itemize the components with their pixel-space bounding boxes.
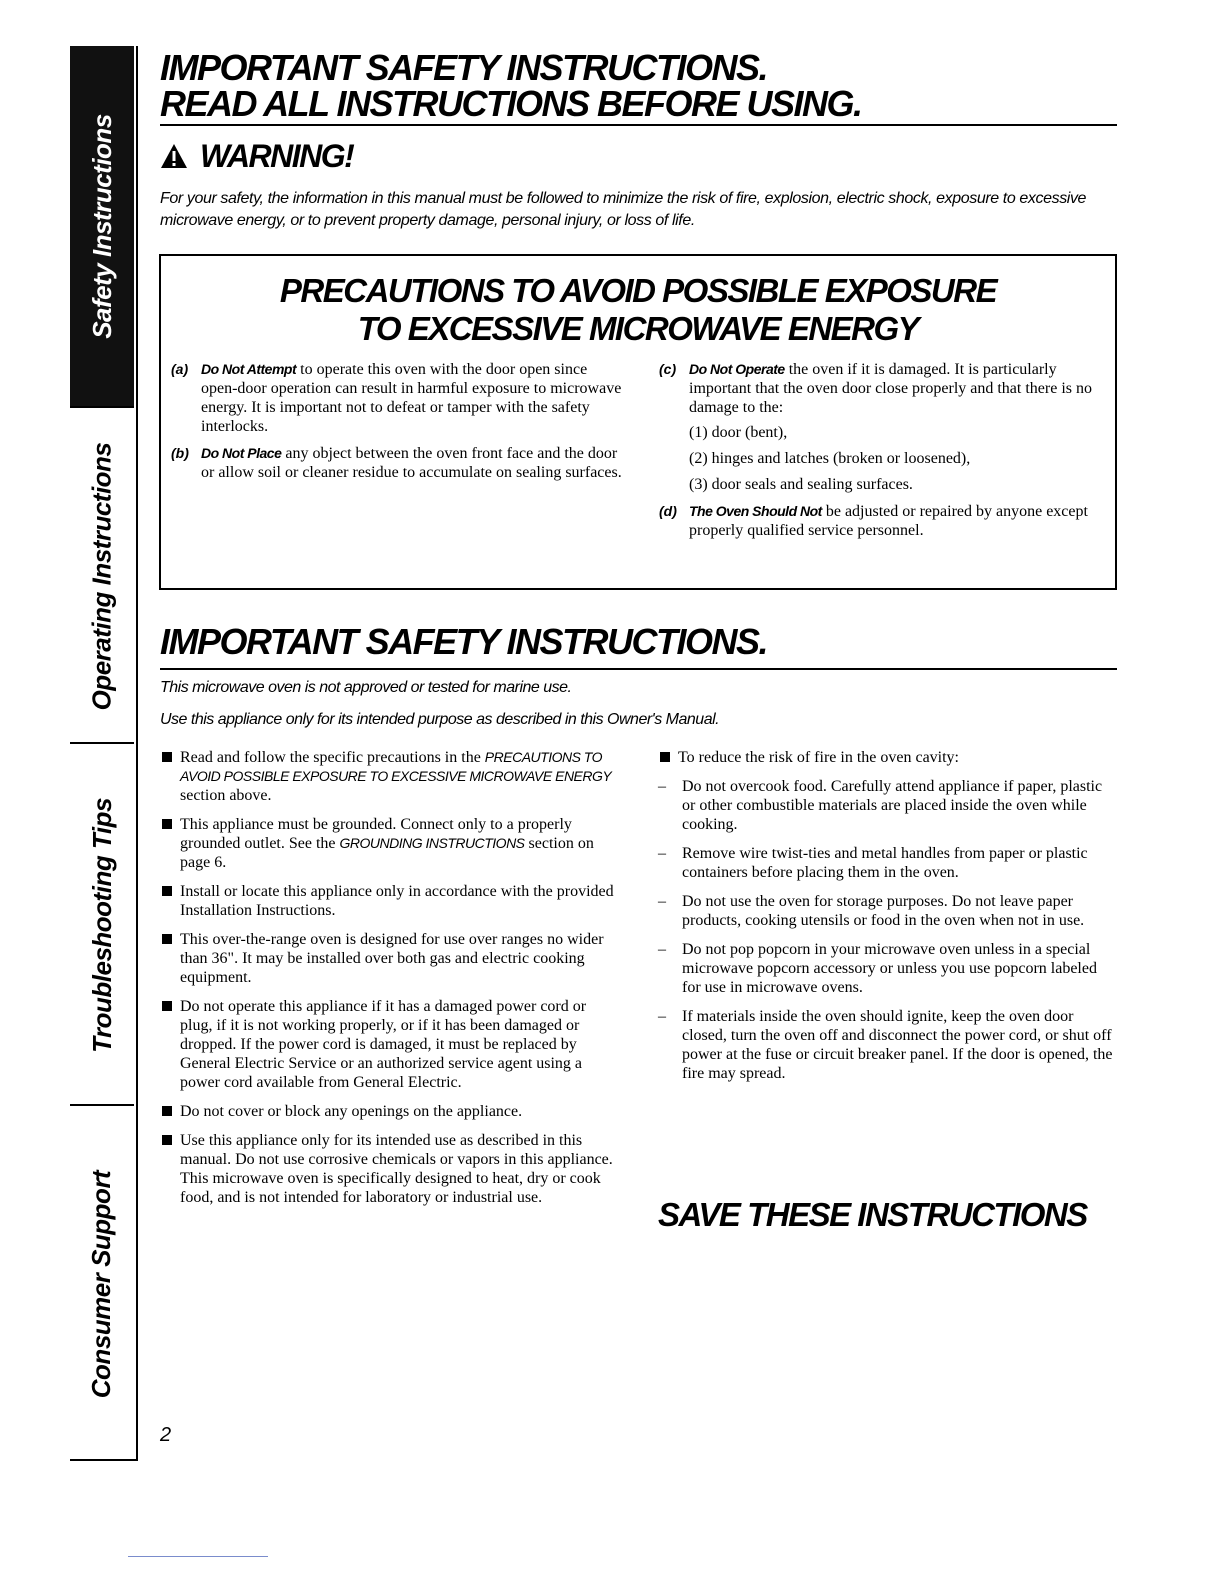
dash-marker: – — [658, 778, 666, 795]
header-line-2: READ ALL INSTRUCTIONS BEFORE USING. — [160, 83, 862, 124]
item-lead: Do Not Operate — [689, 361, 785, 377]
warning-triangle-icon — [160, 142, 188, 170]
bullet-square — [162, 819, 172, 829]
bullet-text: This over-the-range oven is designed for use over ranges no wider than 36". It may be installed over both gas and electric cooking equipment. — [180, 931, 604, 986]
bullet-text: This appliance must be grounded. Connect only to a properly grounded outlet. See the — [180, 816, 572, 852]
item-lead: The Oven Should Not — [689, 503, 822, 519]
save-instructions-title: SAVE THESE INSTRUCTIONS — [658, 1196, 1087, 1233]
fire-risk-item — [658, 1007, 1116, 1083]
bullet-text: Install or locate this appliance only in accordance with the provided Installation Instructions. — [180, 883, 614, 919]
bullet-text: Do not cover or block any openings on the appliance. — [180, 1103, 523, 1120]
bullet-text: Use this appliance only for its intended use as described in this manual. Do not use corrosive chemicals or vapors in this appliance. This microwave oven is specifically designed to heat, dry or cook food, and is not intended for laboratory or industrial use. — [180, 1132, 613, 1206]
precautions-left-column — [171, 360, 627, 490]
dash-marker: – — [658, 893, 666, 910]
bullet-text: section on page 6. — [180, 835, 594, 871]
precaution-item-c — [659, 360, 1099, 494]
safety-bullet — [160, 930, 622, 987]
fire-risk-item — [658, 844, 1116, 882]
safety-bullet — [160, 815, 622, 872]
safety-bullet — [160, 1131, 622, 1207]
footer-line — [128, 1556, 268, 1557]
marine-note: This microwave oven is not approved or tested for marine use. — [160, 679, 572, 696]
safety-bullet — [160, 997, 622, 1092]
bullet-square — [162, 1106, 172, 1116]
bullet-square — [162, 1135, 172, 1145]
safety-bullets-left — [160, 748, 622, 1217]
intended-use-note: Use this appliance only for its intended purpose as described in this Owner's Manual. — [160, 711, 720, 728]
bullet-text: Read and follow the specific precautions in the — [180, 749, 485, 766]
precautions-title — [161, 272, 1115, 348]
page-number: 2 — [160, 1424, 172, 1446]
damage-item: (3) door seals and sealing surfaces. — [689, 476, 913, 493]
header-line-1: IMPORTANT SAFETY INSTRUCTIONS. — [160, 47, 768, 88]
dash-marker: – — [658, 845, 666, 862]
precautions-title-line-1: PRECAUTIONS TO AVOID POSSIBLE EXPOSURE — [279, 272, 997, 309]
bullet-text: section above. — [180, 787, 272, 804]
tab-bottom-rule — [70, 1459, 138, 1461]
item-text: Do not use the oven for storage purposes. Do not leave paper products, cooking utensils or food in the oven when not in use. — [682, 893, 1085, 929]
item-text: be adjusted or repaired by anyone except properly qualified service personnel. — [689, 503, 1088, 539]
precautions-right-column — [659, 360, 1099, 548]
precaution-item-a — [171, 360, 627, 436]
bullet-reference: PRECAUTIONS TO AVOID POSSIBLE EXPOSURE TO EXCESSIVE MICROWAVE ENERGY — [180, 749, 612, 784]
item-lead: Do Not Attempt — [201, 361, 297, 377]
warning-text: For your safety, the information in this manual must be followed to minimize the risk of fire, explosion, electric shock, exposure to excessive microwave energy, or to prevent property damage, personal injury, or loss of life. — [160, 190, 1087, 229]
tab-label: Consumer Support — [86, 1170, 117, 1398]
item-text: to operate this oven with the door open since open-door operation can result in harmful exposure to microwave energy. It is important not to defeat or tamper with the safety interlocks. — [201, 361, 622, 435]
warning-title: WARNING! — [200, 138, 354, 174]
fire-risk-intro — [658, 748, 1116, 767]
precaution-item-b — [171, 444, 627, 482]
dash-marker: – — [658, 1008, 666, 1025]
item-lead: Do Not Place — [201, 445, 282, 461]
safety-bullet — [160, 748, 622, 805]
tab-troubleshooting-tips[interactable] — [70, 742, 134, 1106]
tab-consumer-support[interactable] — [70, 1104, 134, 1462]
bullet-square — [162, 752, 172, 762]
item-letter: (b) — [171, 445, 189, 461]
fire-risk-item — [658, 892, 1116, 930]
bullet-square — [660, 752, 670, 762]
tab-label: Troubleshooting Tips — [86, 797, 117, 1053]
item-letter: (d) — [659, 503, 677, 519]
item-text: the oven if it is damaged. It is particularly important that the oven door close properly and that there is no damage to the: — [689, 361, 1092, 416]
damage-item: (2) hinges and latches (broken or loosened), — [689, 450, 971, 467]
header-rule — [160, 124, 1117, 126]
section2-rule — [160, 668, 1117, 670]
bullet-text: To reduce the risk of fire in the oven cavity: — [678, 749, 959, 766]
bullet-square — [162, 934, 172, 944]
precautions-title-line-2: TO EXCESSIVE MICROWAVE ENERGY — [357, 310, 919, 347]
item-letter: (c) — [659, 361, 677, 377]
dash-marker: – — [658, 941, 666, 958]
item-text: Do not overcook food. Carefully attend appliance if paper, plastic or other combustible materials are placed inside the oven while cooking. — [682, 778, 1103, 833]
damage-item: (1) door (bent), — [689, 424, 788, 441]
damage-list — [689, 423, 1099, 494]
item-text: any object between the oven front face and the door or allow soil or cleaner residue to accumulate on sealing surfaces. — [201, 445, 622, 481]
item-text: Do not pop popcorn in your microwave oven unless in a special microwave popcorn accessory or unless you use popcorn labeled for use in microwave ovens. — [682, 941, 1097, 996]
tab-operating-instructions[interactable] — [70, 406, 134, 744]
safety-bullet — [160, 1102, 622, 1121]
safety-bullet — [160, 882, 622, 920]
item-text: Remove wire twist-ties and metal handles from paper or plastic containers before placing them in the oven. — [682, 845, 1088, 881]
bullet-square — [162, 1001, 172, 1011]
precaution-item-d — [659, 502, 1099, 540]
item-text: If materials inside the oven should ignite, keep the oven door closed, turn the oven off and disconnect the power cord, or shut off power at the fuse or circuit breaker panel. If the door is opened, the fire may spread. — [682, 1008, 1113, 1082]
tab-safety-instructions[interactable] — [70, 46, 134, 406]
fire-risk-item — [658, 940, 1116, 997]
tab-label: Safety Instructions — [86, 113, 117, 339]
bullet-reference: GROUNDING INSTRUCTIONS — [339, 835, 525, 851]
tab-label: Operating Instructions — [86, 442, 117, 710]
section2-title: IMPORTANT SAFETY INSTRUCTIONS. — [160, 621, 768, 662]
bullet-text: Do not operate this appliance if it has a damaged power cord or plug, if it is not working properly, or if it has been damaged or dropped. If the power cord is damaged, it must be replaced by General Electric Service or an authorized service agent using a power cord available from General Electric. — [180, 998, 587, 1091]
bullet-square — [162, 886, 172, 896]
item-letter: (a) — [171, 361, 189, 377]
warning-heading — [160, 140, 353, 172]
precautions-box — [159, 254, 1117, 590]
fire-risk-item — [658, 777, 1116, 834]
fire-risk-column — [658, 748, 1116, 1093]
side-tab-strip — [70, 46, 138, 1460]
